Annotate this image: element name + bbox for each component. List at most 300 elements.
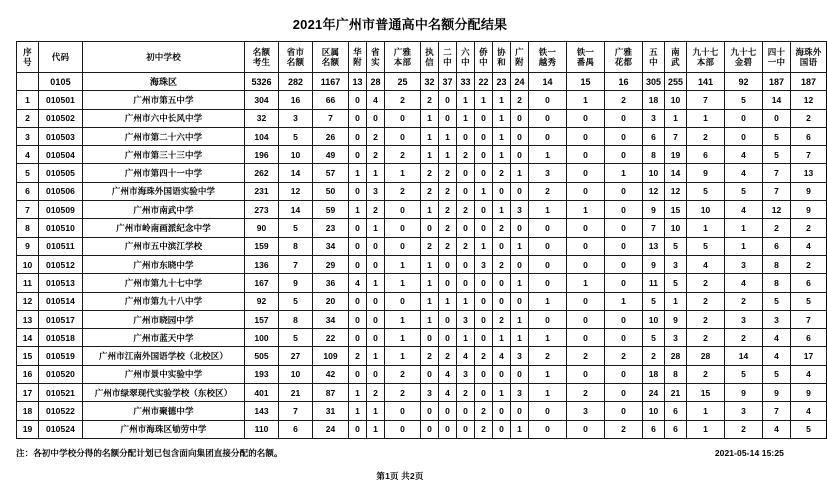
table-row	[17, 310, 827, 328]
cell-value-20: 5	[791, 292, 827, 310]
cell-value-18: 1	[725, 219, 763, 237]
cell-value-12: 2	[529, 347, 567, 365]
header-line-2: 花都	[614, 57, 633, 67]
cell-value-1: 12	[279, 182, 313, 200]
cell-school-name: 广州市江南外国语学校（北校区）	[83, 347, 245, 365]
cell-value-18: 5	[725, 91, 763, 109]
cell-value-13: 0	[567, 237, 605, 255]
header-line-1: 序	[23, 47, 32, 57]
cell-value-15: 2	[643, 347, 665, 365]
cell-value-16: 9	[665, 310, 687, 328]
cell-value-8: 0	[457, 274, 475, 292]
cell-value-12: 1	[529, 146, 567, 164]
cell-value-15: 3	[643, 109, 665, 127]
cell-value-10: 0	[493, 292, 511, 310]
cell-value-19: 7	[763, 182, 791, 200]
cell-value-3: 0	[349, 310, 367, 328]
cell-value-0: 143	[245, 402, 279, 420]
cell-value-10: 2	[493, 310, 511, 328]
header-line-2: 本部	[393, 57, 412, 67]
cell-code: 010513	[39, 274, 83, 292]
cell-district-name: 海珠区	[83, 73, 245, 91]
header-line-2: 中	[649, 57, 658, 67]
cell-value-3: 0	[349, 255, 367, 273]
cell-value-20: 2	[791, 219, 827, 237]
cell-value-4: 0	[367, 365, 385, 383]
cell-school-name: 广州市岭南画派纪念中学	[83, 219, 245, 237]
cell-value-9: 3	[475, 255, 493, 273]
cell-value-13: 1	[567, 274, 605, 292]
cell-value-8: 2	[457, 384, 475, 402]
cell-value-18: 2	[725, 292, 763, 310]
cell-value-13: 2	[567, 347, 605, 365]
cell-school-name: 广州市第四十一中学	[83, 164, 245, 182]
cell-seq: 15	[17, 347, 39, 365]
cell-school-name: 广州市第九十八中学	[83, 292, 245, 310]
cell-value-14: 0	[605, 329, 643, 347]
cell-value-18: 3	[725, 402, 763, 420]
header-row	[17, 42, 827, 73]
cell-value-8: 3	[457, 310, 475, 328]
cell-value-15: 18	[643, 91, 665, 109]
cell-value-6: 1	[421, 201, 439, 219]
cell-value-4: 2	[367, 127, 385, 145]
cell-value-17: 1	[687, 109, 725, 127]
cell-value-8: 0	[457, 402, 475, 420]
header-line-1: 广雅	[393, 47, 412, 57]
header-line-2: 名额	[286, 57, 305, 67]
cell-value-1: 6	[279, 420, 313, 438]
cell-value-3: 0	[349, 146, 367, 164]
cell-value-15: 13	[643, 237, 665, 255]
cell-value-19: 5	[763, 146, 791, 164]
cell-value-16: 6	[665, 420, 687, 438]
cell-value-3: 0	[349, 420, 367, 438]
header-line-2: 信	[425, 57, 434, 67]
cell-seq: 6	[17, 182, 39, 200]
cell-value-0: 157	[245, 310, 279, 328]
cell-value-17: 15	[687, 384, 725, 402]
column-header-15	[529, 42, 567, 73]
cell-value-6: 1	[421, 146, 439, 164]
cell-code: 010517	[39, 310, 83, 328]
cell-value-10: 1	[493, 146, 511, 164]
cell-value-7: 0	[439, 310, 457, 328]
cell-value-18: 4	[725, 164, 763, 182]
cell-value-7: 2	[439, 182, 457, 200]
cell-value-14: 0	[605, 255, 643, 273]
cell-value-19: 5	[763, 127, 791, 145]
cell-value-20: 5	[791, 420, 827, 438]
cell-value-7: 0	[439, 420, 457, 438]
cell-value-20: 6	[791, 127, 827, 145]
column-header-8	[385, 42, 421, 73]
cell-value-4: 3	[367, 182, 385, 200]
cell-value-17: 6	[687, 146, 725, 164]
column-header-16	[567, 42, 605, 73]
district-summary-row	[17, 73, 827, 91]
cell-value-4: 0	[367, 310, 385, 328]
cell-value-2: 109	[313, 347, 349, 365]
cell-value-20: 4	[791, 237, 827, 255]
generated-timestamp: 2021-05-14 15:25	[714, 447, 784, 458]
cell-value-18: 2	[725, 420, 763, 438]
cell-value-11: 1	[511, 274, 529, 292]
header-line-2: 考生	[252, 57, 271, 67]
cell-value-11: 0	[511, 292, 529, 310]
cell-value-15: 5	[643, 329, 665, 347]
cell-school-name: 广州市绿翠现代实验学校（东校区）	[83, 384, 245, 402]
cell-code: 010509	[39, 201, 83, 219]
column-header-6	[349, 42, 367, 73]
cell-value-3: 0	[349, 237, 367, 255]
cell-value-13: 0	[567, 310, 605, 328]
cell-value-8: 2	[457, 201, 475, 219]
cell-value-8: 3	[457, 365, 475, 383]
cell-value-8: 0	[457, 127, 475, 145]
cell-value-13: 0	[567, 164, 605, 182]
cell-value-0: 110	[245, 420, 279, 438]
cell-value-12: 1	[529, 365, 567, 383]
cell-value-8: 1	[457, 109, 475, 127]
column-header-10	[439, 42, 457, 73]
cell-value-0: 136	[245, 255, 279, 273]
cell-value-20: 13	[791, 164, 827, 182]
cell-value-0: 273	[245, 201, 279, 219]
column-header-0	[17, 42, 39, 73]
cell-value-15: 9	[643, 255, 665, 273]
cell-value-6: 3	[421, 384, 439, 402]
cell-value-2: 50	[313, 182, 349, 200]
header-line-2: 实	[371, 57, 380, 67]
cell-value-6: 2	[421, 237, 439, 255]
cell-value-7: 4	[439, 365, 457, 383]
cell-school-name: 广州市东晓中学	[83, 255, 245, 273]
cell-value-11: 2	[511, 91, 529, 109]
cell-value-6: 32	[421, 73, 439, 91]
cell-value-6: 1	[421, 274, 439, 292]
cell-value-1: 5	[279, 219, 313, 237]
cell-value-2: 59	[313, 201, 349, 219]
cell-value-14: 0	[605, 127, 643, 145]
cell-value-15: 12	[643, 182, 665, 200]
cell-value-20: 12	[791, 91, 827, 109]
header-line-2: 金碧	[734, 57, 753, 67]
cell-value-9: 0	[475, 164, 493, 182]
cell-value-9: 22	[475, 73, 493, 91]
cell-seq: 2	[17, 109, 39, 127]
cell-seq: 19	[17, 420, 39, 438]
cell-value-12: 0	[529, 109, 567, 127]
table-row	[17, 347, 827, 365]
cell-value-6: 1	[421, 310, 439, 328]
cell-school-name: 广州市南武中学	[83, 201, 245, 219]
header-line-1: 五	[649, 47, 658, 57]
cell-value-10: 2	[493, 219, 511, 237]
cell-value-3: 13	[349, 73, 367, 91]
cell-value-11: 0	[511, 365, 529, 383]
cell-code: 010518	[39, 329, 83, 347]
page-footer	[0, 447, 800, 482]
header-line-1: 四十	[767, 47, 786, 57]
cell-value-7: 2	[439, 164, 457, 182]
cell-value-9: 1	[475, 237, 493, 255]
cell-value-20: 4	[791, 402, 827, 420]
cell-value-16: 15	[665, 201, 687, 219]
cell-value-2: 66	[313, 91, 349, 109]
cell-value-4: 1	[367, 347, 385, 365]
cell-value-1: 282	[279, 73, 313, 91]
cell-value-16: 10	[665, 91, 687, 109]
header-line-1: 广	[515, 47, 524, 57]
cell-value-16: 10	[665, 219, 687, 237]
cell-code: 010510	[39, 219, 83, 237]
header-line-2: 中	[461, 57, 470, 67]
cell-value-7: 0	[439, 274, 457, 292]
table-row	[17, 329, 827, 347]
header-line-2: 国语	[799, 57, 818, 67]
header-line-1: 二	[443, 47, 452, 57]
cell-value-19: 12	[763, 201, 791, 219]
cell-value-11: 0	[511, 182, 529, 200]
note-line	[16, 447, 784, 459]
cell-code: 010520	[39, 365, 83, 383]
header-line-2: 中	[479, 57, 488, 67]
header-line-2: 一中	[767, 57, 786, 67]
cell-value-10: 0	[493, 274, 511, 292]
cell-value-13: 0	[567, 219, 605, 237]
cell-value-2: 23	[313, 219, 349, 237]
cell-value-8: 4	[457, 347, 475, 365]
cell-school-name: 广州市蓝天中学	[83, 329, 245, 347]
cell-value-5: 2	[385, 91, 421, 109]
cell-value-10: 1	[493, 384, 511, 402]
cell-value-20: 6	[791, 329, 827, 347]
cell-school-name: 广州市第二十六中学	[83, 127, 245, 145]
cell-value-19: 14	[763, 91, 791, 109]
cell-seq: 9	[17, 237, 39, 255]
cell-value-11: 1	[511, 310, 529, 328]
cell-value-3: 0	[349, 182, 367, 200]
cell-school-name: 广州市聚德中学	[83, 402, 245, 420]
cell-value-6: 0	[421, 402, 439, 420]
cell-value-2: 20	[313, 292, 349, 310]
cell-school-name: 广州市海珠外国语实验中学	[83, 182, 245, 200]
allocation-table	[16, 41, 827, 439]
cell-value-14: 0	[605, 384, 643, 402]
column-header-22	[763, 42, 791, 73]
cell-value-8: 1	[457, 91, 475, 109]
cell-value-13: 0	[567, 109, 605, 127]
cell-code: 010521	[39, 384, 83, 402]
cell-value-11: 1	[511, 237, 529, 255]
cell-value-14: 2	[605, 91, 643, 109]
cell-value-6: 1	[421, 292, 439, 310]
cell-value-9: 0	[475, 127, 493, 145]
column-header-11	[457, 42, 475, 73]
cell-value-9: 0	[475, 274, 493, 292]
cell-value-17: 5	[687, 237, 725, 255]
column-header-19	[665, 42, 687, 73]
cell-code: 010506	[39, 182, 83, 200]
cell-value-5: 1	[385, 310, 421, 328]
cell-value-10: 1	[493, 91, 511, 109]
cell-value-1: 5	[279, 329, 313, 347]
cell-value-5: 0	[385, 219, 421, 237]
cell-value-17: 4	[687, 255, 725, 273]
cell-value-5: 1	[385, 164, 421, 182]
cell-value-7: 37	[439, 73, 457, 91]
cell-value-16: 3	[665, 255, 687, 273]
column-header-20	[687, 42, 725, 73]
column-header-4	[279, 42, 313, 73]
cell-seq: 16	[17, 365, 39, 383]
cell-school-name: 广州市第九十七中学	[83, 274, 245, 292]
cell-value-0: 262	[245, 164, 279, 182]
cell-value-14: 0	[605, 109, 643, 127]
cell-value-14: 1	[605, 164, 643, 182]
cell-value-1: 14	[279, 201, 313, 219]
cell-value-1: 21	[279, 384, 313, 402]
cell-value-6: 0	[421, 420, 439, 438]
table-row	[17, 109, 827, 127]
cell-value-11: 3	[511, 384, 529, 402]
column-header-23	[791, 42, 827, 73]
cell-value-20: 187	[791, 73, 827, 91]
cell-value-16: 19	[665, 146, 687, 164]
cell-value-1: 10	[279, 146, 313, 164]
cell-seq: 17	[17, 384, 39, 402]
cell-value-2: 31	[313, 402, 349, 420]
header-line-1: 区属	[321, 47, 340, 57]
cell-value-11: 1	[511, 329, 529, 347]
cell-value-15: 7	[643, 219, 665, 237]
cell-value-19: 9	[763, 384, 791, 402]
cell-value-14: 0	[605, 274, 643, 292]
cell-value-10: 1	[493, 109, 511, 127]
cell-value-16: 6	[665, 402, 687, 420]
cell-value-16: 28	[665, 347, 687, 365]
cell-value-18: 3	[725, 310, 763, 328]
cell-value-12: 0	[529, 219, 567, 237]
cell-value-11: 0	[511, 146, 529, 164]
cell-value-8: 1	[457, 292, 475, 310]
cell-value-7: 2	[439, 237, 457, 255]
cell-value-15: 11	[643, 274, 665, 292]
cell-value-16: 21	[665, 384, 687, 402]
cell-value-3: 0	[349, 365, 367, 383]
cell-value-18: 4	[725, 146, 763, 164]
cell-value-3: 2	[349, 347, 367, 365]
cell-value-3: 4	[349, 274, 367, 292]
cell-value-8: 0	[457, 164, 475, 182]
cell-value-12: 2	[529, 182, 567, 200]
page-indicator: 第1页 共2页	[376, 470, 424, 481]
cell-value-10: 0	[493, 365, 511, 383]
cell-value-13: 0	[567, 420, 605, 438]
cell-value-17: 2	[687, 127, 725, 145]
cell-value-5: 0	[385, 292, 421, 310]
cell-value-10: 1	[493, 201, 511, 219]
cell-value-0: 193	[245, 365, 279, 383]
header-line-2: 越秀	[538, 57, 557, 67]
cell-value-5: 1	[385, 255, 421, 273]
cell-value-20: 7	[791, 310, 827, 328]
cell-value-7: 2	[439, 347, 457, 365]
cell-value-16: 14	[665, 164, 687, 182]
cell-value-7: 1	[439, 127, 457, 145]
cell-value-9: 1	[475, 182, 493, 200]
cell-value-5: 1	[385, 347, 421, 365]
cell-value-9: 0	[475, 310, 493, 328]
cell-value-5: 2	[385, 365, 421, 383]
header-line-1: 省	[371, 47, 380, 57]
cell-seq: 10	[17, 255, 39, 273]
cell-value-0: 196	[245, 146, 279, 164]
cell-value-8: 0	[457, 255, 475, 273]
header-line-2: 名额	[321, 57, 340, 67]
cell-code: 010504	[39, 146, 83, 164]
cell-value-6: 2	[421, 91, 439, 109]
cell-value-1: 14	[279, 164, 313, 182]
cell-value-18: 14	[725, 347, 763, 365]
cell-value-7: 0	[439, 109, 457, 127]
cell-school-name: 广州市景中实验中学	[83, 365, 245, 383]
cell-value-14: 0	[605, 365, 643, 383]
cell-value-8: 0	[457, 420, 475, 438]
cell-value-14: 2	[605, 347, 643, 365]
cell-value-18: 5	[725, 365, 763, 383]
cell-code: 0105	[39, 73, 83, 91]
cell-value-11: 1	[511, 164, 529, 182]
header-line-1: 铁一	[576, 47, 595, 57]
cell-value-20: 2	[791, 255, 827, 273]
cell-value-3: 0	[349, 109, 367, 127]
cell-seq: 4	[17, 146, 39, 164]
footnote: 注：各初中学校分得的名额分配计划已包含面向集团直接分配的名额。	[16, 447, 283, 458]
cell-value-16: 3	[665, 329, 687, 347]
cell-value-6: 2	[421, 347, 439, 365]
cell-value-15: 6	[643, 127, 665, 145]
cell-value-17: 28	[687, 347, 725, 365]
column-header-9	[421, 42, 439, 73]
cell-value-9: 0	[475, 146, 493, 164]
cell-value-5: 0	[385, 420, 421, 438]
cell-value-18: 0	[725, 127, 763, 145]
cell-value-4: 1	[367, 402, 385, 420]
cell-code: 010511	[39, 237, 83, 255]
table-row	[17, 237, 827, 255]
cell-value-9: 1	[475, 91, 493, 109]
cell-value-17: 1	[687, 402, 725, 420]
cell-value-10: 0	[493, 237, 511, 255]
page-title: 2021年广州市普通高中名额分配结果	[292, 17, 508, 32]
cell-value-1: 16	[279, 91, 313, 109]
cell-value-19: 6	[763, 237, 791, 255]
cell-value-6: 0	[421, 365, 439, 383]
cell-value-2: 7	[313, 109, 349, 127]
cell-value-6: 2	[421, 182, 439, 200]
cell-value-19: 8	[763, 255, 791, 273]
cell-value-13: 2	[567, 384, 605, 402]
cell-value-19: 2	[763, 219, 791, 237]
cell-value-5: 0	[385, 201, 421, 219]
cell-value-7: 0	[439, 255, 457, 273]
cell-value-12: 1	[529, 201, 567, 219]
cell-value-17: 2	[687, 365, 725, 383]
cell-value-0: 505	[245, 347, 279, 365]
cell-value-15: 10	[643, 164, 665, 182]
